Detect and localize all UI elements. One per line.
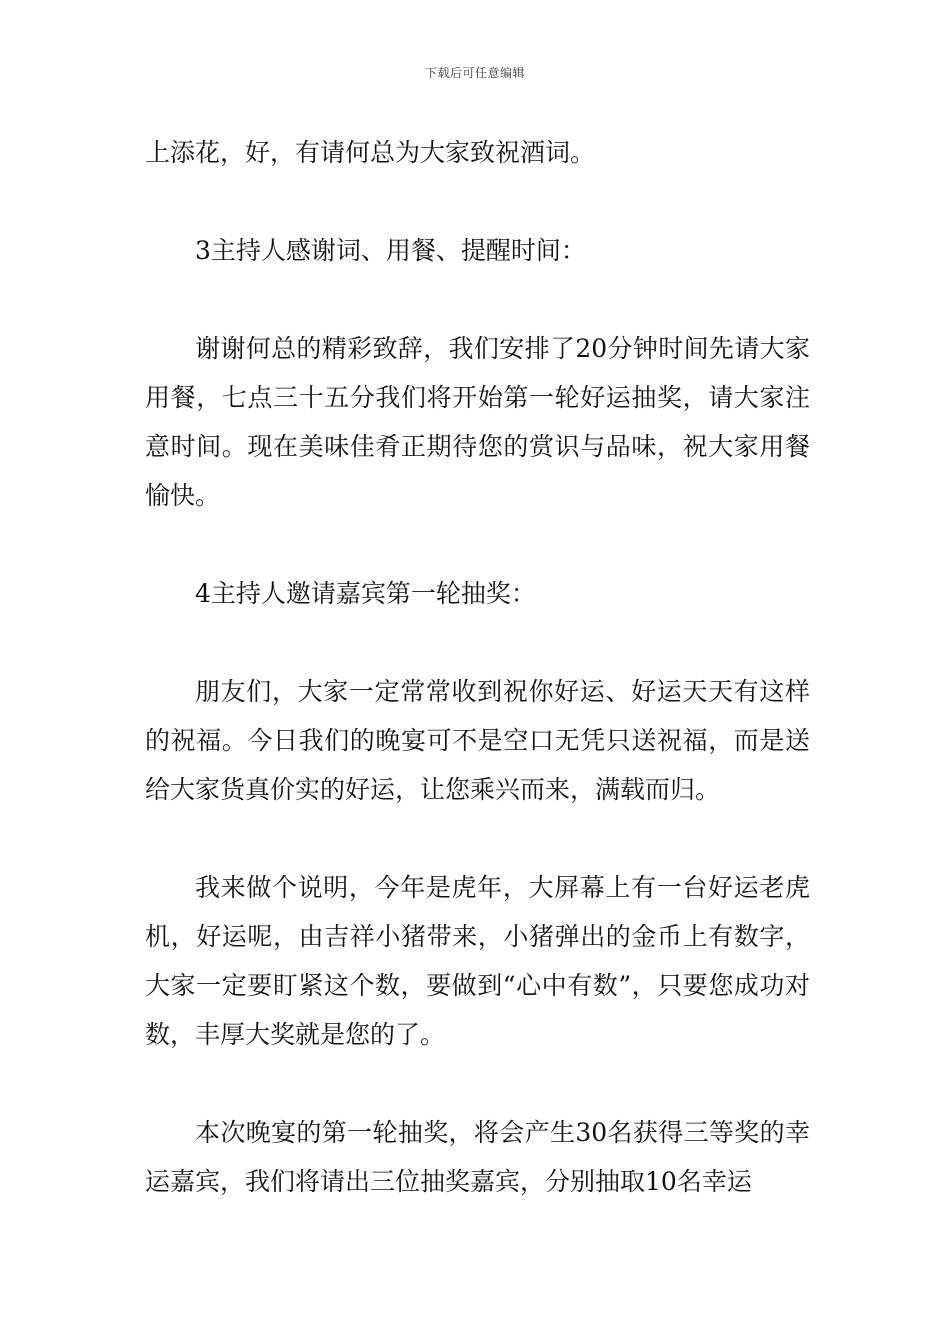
paragraph-gap xyxy=(145,177,810,226)
paragraph-first-draw: 本次晚宴的第一轮抽奖，将会产生30名获得三等奖的幸运嘉宾，我们将请出三位抽奖嘉宾，分别抽取10名幸运 xyxy=(145,1118,810,1196)
document-body xyxy=(145,128,810,1206)
page-header-note: 下载后可任意编辑 xyxy=(424,66,525,80)
paragraph-good-luck: 朋友们，大家一定常常收到祝你好运、好运天天有这样的祝福。今日我们的晚宴可不是空口无凭只送祝福，而是送给大家货真价实的好运，让您乘兴而来，满载而归。 xyxy=(145,677,810,804)
paragraph-thanks-dinner: 谢谢何总的精彩致辞，我们安排了20分钟时间先请大家用餐，七点三十五分我们将开始第一轮好运抽奖，请大家注意时间。现在美味佳肴正期待您的赏识与品味，祝大家用餐愉快。 xyxy=(145,334,810,510)
paragraph-gap xyxy=(145,520,810,569)
paragraph-gap xyxy=(145,275,810,324)
paragraph-gap xyxy=(145,618,810,667)
paragraph-explanation: 我来做个说明，今年是虎年，大屏幕上有一台好运老虎机，好运呢，由吉祥小猪带来，小猪弹出的金币上有数字，大家一定要盯紧这个数，要做到“心中有数”，只要您成功对数，丰厚大奖就是您的了。 xyxy=(145,873,810,1049)
section-heading-3: 3主持人感谢词、用餐、提醒时间： xyxy=(195,236,586,265)
paragraph-gap xyxy=(145,814,810,863)
section-heading-4: 4主持人邀请嘉宾第一轮抽奖： xyxy=(195,579,536,608)
paragraph-gap xyxy=(145,1059,810,1108)
paragraph-toast-intro: 上添花，好，有请何总为大家致祝酒词。 xyxy=(145,138,596,167)
